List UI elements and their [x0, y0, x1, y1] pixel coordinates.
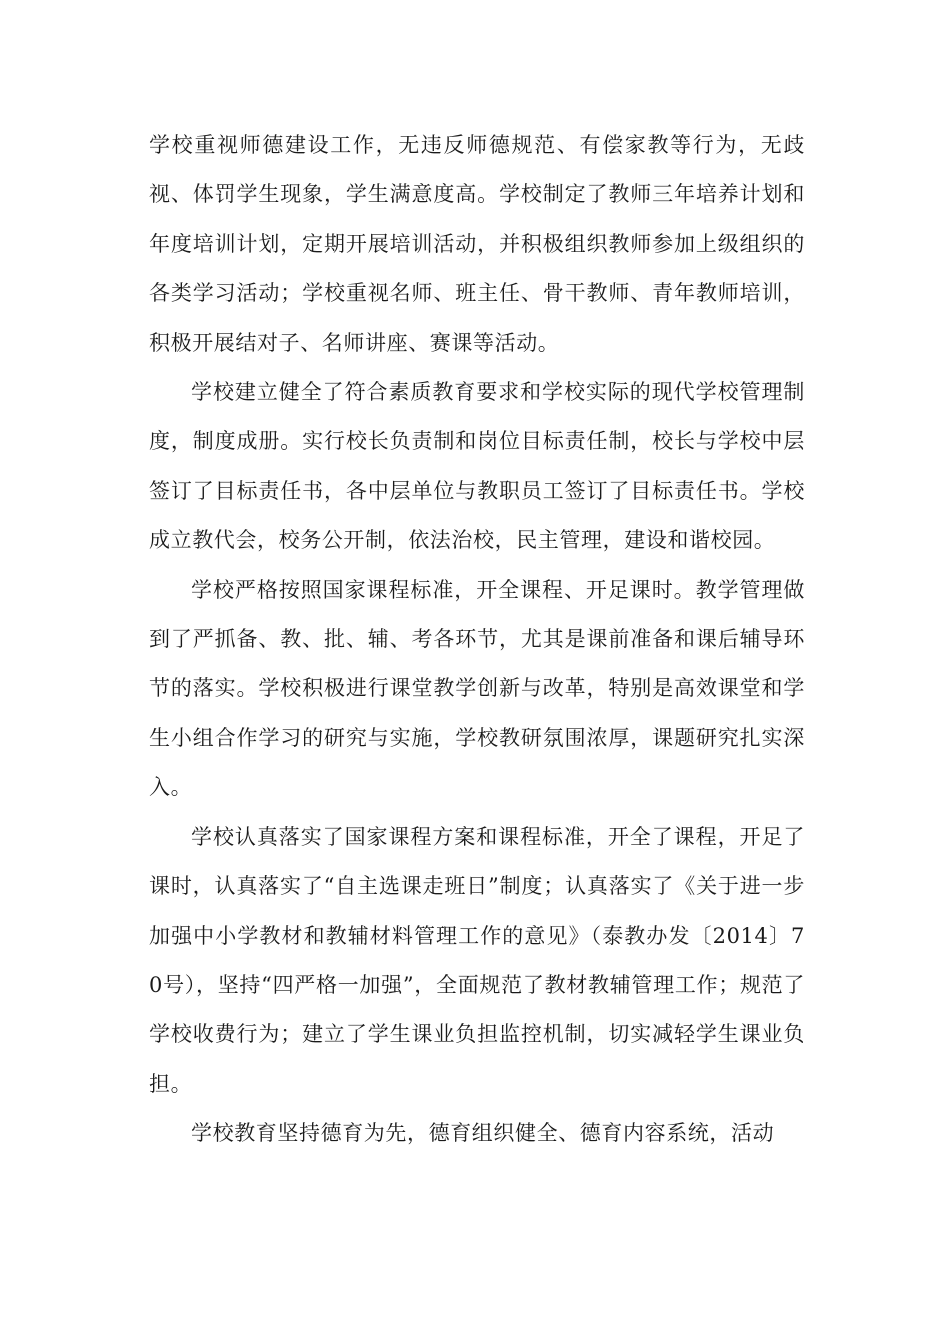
- paragraph-5: 学校教育坚持德育为先，德育组织健全、德育内容系统，活动: [191, 1121, 775, 1146]
- document-body: [149, 121, 805, 1159]
- paragraph-3: 学校严格按照国家课程标准，开全课程、开足课时。教学管理做到了严抓备、教、批、辅、考各环节，尤其是课前准备和课后辅导环节的落实。学校积极进行课堂教学创新与改革，特别是高效课堂和学生小组合作学习的研究与实施，学校教研氛围浓厚，课题研究扎实深入。: [149, 577, 805, 800]
- paragraph-1: 学校重视师德建设工作，无违反师德规范、有偿家教等行为，无歧视、体罚学生现象，学生满意度高。学校制定了教师三年培养计划和年度培训计划，定期开展培训活动，并积极组织教师参加上级组织的各类学习活动；学校重视名师、班主任、骨干教师、青年教师培训，积极开展结对子、名师讲座、赛课等活动。: [149, 133, 805, 355]
- paragraph-2: 学校建立健全了符合素质教育要求和学校实际的现代学校管理制度，制度成册。实行校长负责制和岗位目标责任制，校长与学校中层签订了目标责任书，各中层单位与教职员工签订了目标责任书。学校成立教代会，校务公开制，依法治校，民主管理，建设和谐校园。: [149, 380, 805, 553]
- paragraph-4: 学校认真落实了国家课程方案和课程标准，开全了课程，开足了课时，认真落实了“自主选课走班日”制度；认真落实了《关于进一步加强中小学教材和教辅材料管理工作的意见》（泰教办发〔2014〕70号），坚持“四严格一加强”，全面规范了教材教辅管理工作；规范了学校收费行为；建立了学生课业负担监控机制，切实减轻学生课业负担。: [149, 824, 805, 1096]
